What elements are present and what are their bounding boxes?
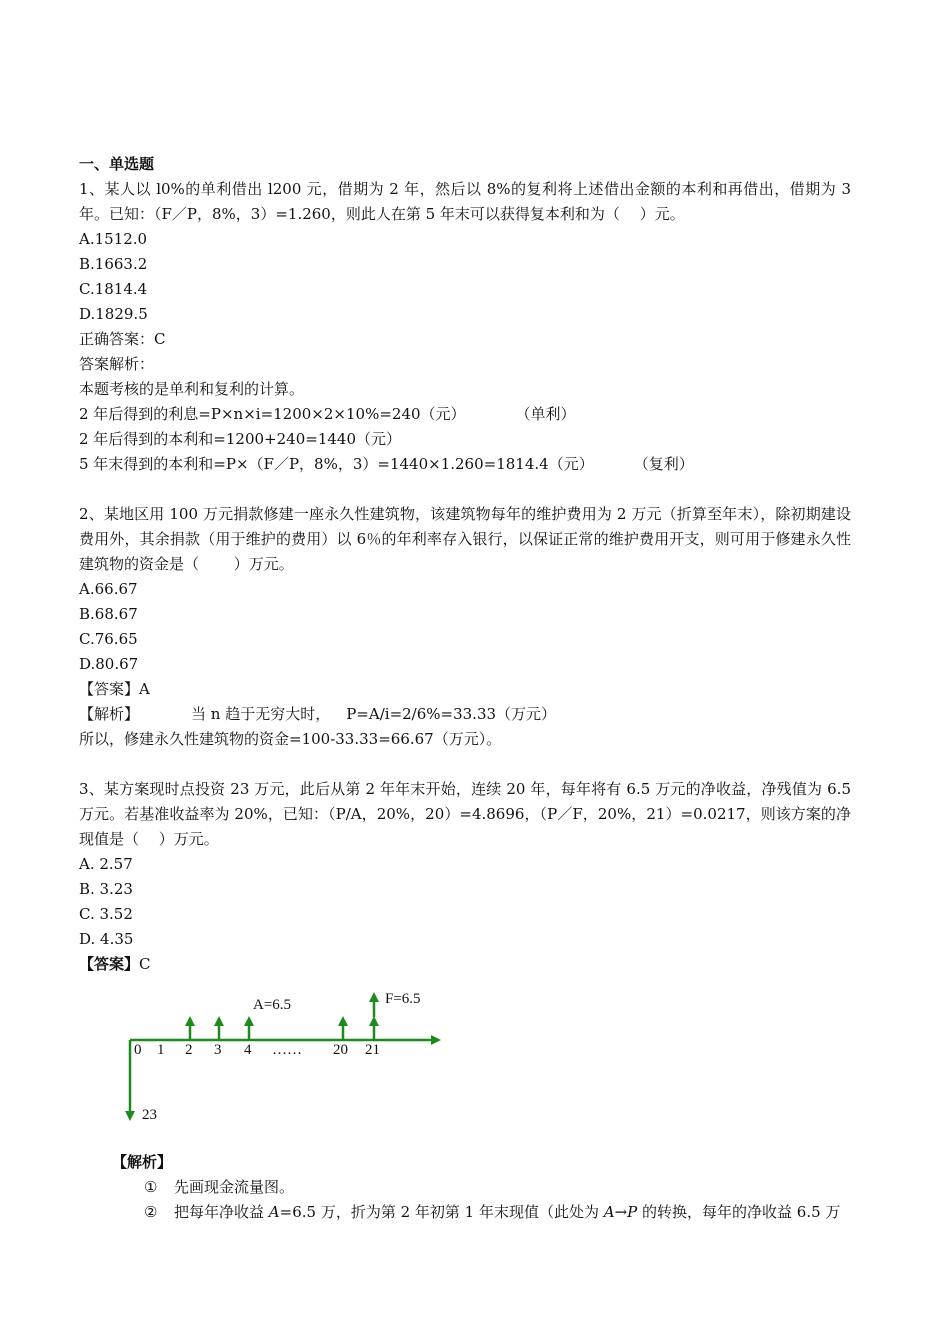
tick-label: 0 bbox=[134, 1042, 142, 1058]
q3-analysis bbox=[112, 1150, 852, 1225]
q1-interest-formula: 2 年后得到的利息=P×n×i=1200×2×10%=240（元） bbox=[79, 405, 466, 423]
variable-a: A bbox=[268, 1203, 280, 1221]
step-text: 先画现金流量图。 bbox=[174, 1178, 295, 1196]
q3-step-1 bbox=[112, 1175, 852, 1200]
q2-analysis-conclusion: 所以，修建永久性建筑物的资金=100-33.33=66.67（万元）。 bbox=[79, 730, 502, 748]
tick-label: 2 bbox=[185, 1042, 193, 1058]
q1-analysis-label: 答案解析： bbox=[79, 355, 155, 373]
step-number: ② bbox=[144, 1203, 158, 1221]
q2-stem: 2、某地区用 100 万元捐款修建一座永久性建筑物，该建筑物每年的维护费用为 2 万元（折算至年末），除初期建设费用外，其余捐款（用于维护的费用）以 6％的年利率存入银行，以保证正常的维护费用开支，则可用于修建永久性建筑物的资金是（ ）万元。 bbox=[79, 505, 851, 573]
variable-a-to-p: A→P bbox=[603, 1203, 638, 1221]
q3-stem: 3、某方案现时点投资 23 万元，此后从第 2 年年末开始，连续 20 年，每年将有 6.5 万元的净收益，净残值为 6.5 万元。若基准收益率为 20%，已知：（P/A，20%，20）=4.8696，（P／F，20%，21）=0.0217，则该方案的净现值是（ ）万元。 bbox=[79, 780, 851, 848]
step-text: 的转换，每年的净收益 6.5 万 bbox=[637, 1203, 841, 1221]
label-annuity: A=6.5 bbox=[253, 997, 292, 1013]
step-number: ① bbox=[144, 1178, 158, 1196]
q1-compound-formula: 5 年末得到的本利和=P×（F／P，8%，3）=1440×1.260=1814.4（元） bbox=[79, 455, 594, 473]
step-text: 把每年净收益 bbox=[174, 1203, 269, 1221]
q3-analysis-label: 【解析】 bbox=[112, 1153, 173, 1171]
tick-label: 4 bbox=[244, 1042, 252, 1058]
q3-answer-value: C bbox=[139, 955, 151, 973]
tick-label: 20 bbox=[333, 1042, 348, 1058]
q1-analysis-line: 本题考核的是单利和复利的计算。 bbox=[79, 380, 305, 398]
label-investment: 23 bbox=[142, 1107, 157, 1123]
q1-stem: 1、某人以 l0%的单利借出 l200 元，借期为 2 年，然后以 8%的复利将上述借出金额的本利和再借出，借期为 3 年。已知：（F／P，8%，3）=1.260，则此人在第 5 年末可以获得复本利和为（ ）元。 bbox=[79, 180, 851, 223]
q3-option-c: C. 3.52 bbox=[79, 905, 133, 923]
q2-analysis-label: 【解析】 bbox=[79, 705, 140, 723]
q3-step-2 bbox=[112, 1200, 852, 1225]
q1-option-a: A.1512.0 bbox=[79, 230, 148, 248]
q1-option-d: D.1829.5 bbox=[79, 305, 148, 323]
label-salvage: F=6.5 bbox=[385, 991, 421, 1007]
q2-option-d: D.80.67 bbox=[79, 655, 139, 673]
q3-answer-label: 【答案】 bbox=[79, 955, 140, 973]
q1-answer: 正确答案：C bbox=[79, 330, 166, 348]
q1-option-c: C.1814.4 bbox=[79, 280, 148, 298]
q3-option-b: B. 3.23 bbox=[79, 880, 133, 898]
q2-option-b: B.68.67 bbox=[79, 605, 138, 623]
tick-label: 3 bbox=[214, 1042, 222, 1058]
q1-simple-note: （单利） bbox=[515, 405, 576, 423]
q2-answer: 【答案】A bbox=[79, 680, 150, 698]
q2-option-c: C.76.65 bbox=[79, 630, 138, 648]
q2-analysis-condition: 当 n 趋于无穷大时， bbox=[191, 705, 331, 723]
q2-option-a: A.66.67 bbox=[79, 580, 138, 598]
q3-option-a: A. 2.57 bbox=[79, 855, 133, 873]
q1-compound-note: （复利） bbox=[633, 455, 694, 473]
q3-option-d: D. 4.35 bbox=[79, 930, 134, 948]
tick-label: 1 bbox=[157, 1042, 165, 1058]
q1-analysis-line: 2 年后得到的本利和=1200+240=1440（元） bbox=[79, 430, 401, 448]
tick-label: 21 bbox=[365, 1042, 380, 1058]
step-text: =6.5 万，折为第 2 年初第 1 年末现值（此处为 bbox=[279, 1203, 604, 1221]
q2-analysis-formula: P=A/i=2/6%=33.33（万元） bbox=[346, 705, 557, 723]
section-title: 一、单选题 bbox=[79, 155, 155, 173]
tick-ellipsis: …… bbox=[272, 1042, 302, 1058]
q1-option-b: B.1663.2 bbox=[79, 255, 148, 273]
